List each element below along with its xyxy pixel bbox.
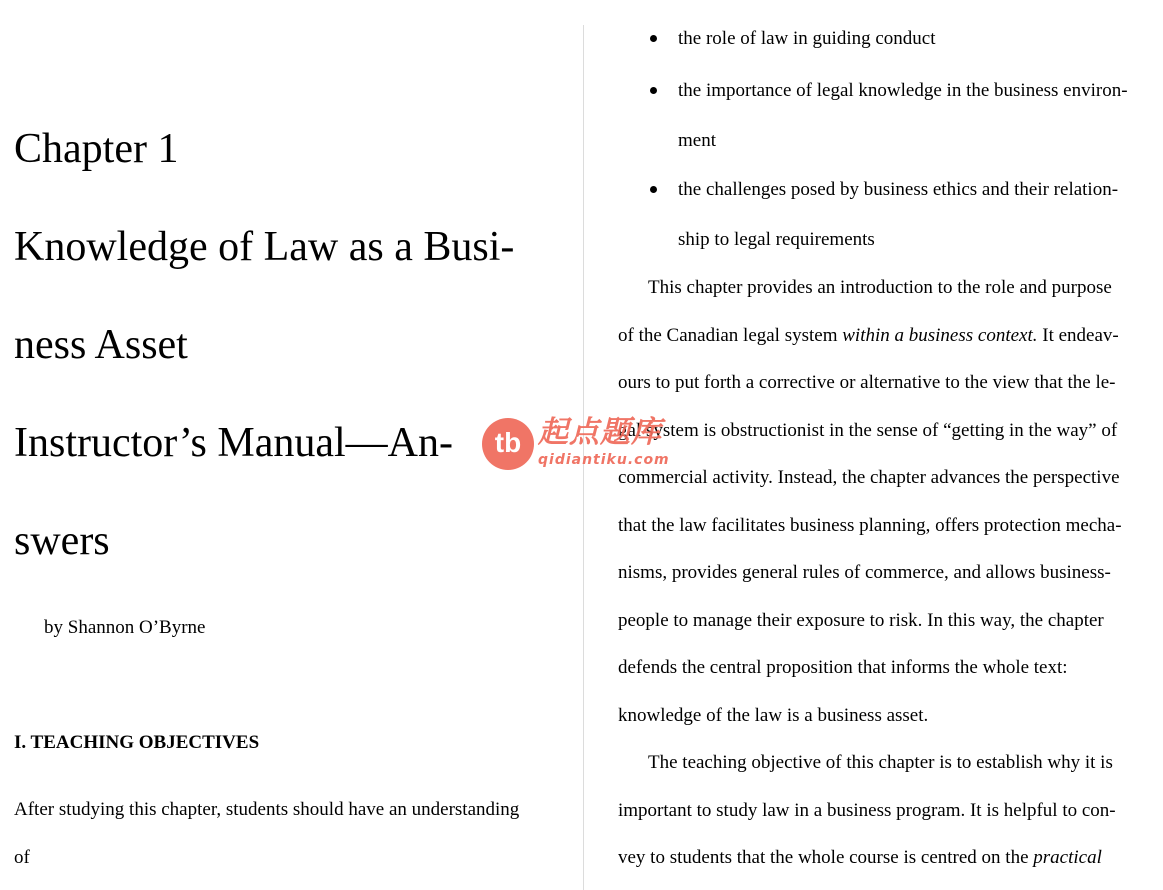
site-watermark bbox=[482, 415, 692, 474]
chapter-subtitle-line-2: swers bbox=[14, 518, 110, 564]
bullet-icon bbox=[650, 87, 657, 94]
paragraph-line bbox=[618, 848, 1102, 867]
paragraph-line: important to study law in a business program. It is helpful to con- bbox=[618, 800, 1116, 821]
paragraph-line: nisms, provides general rules of commerce, and allows business- bbox=[618, 562, 1111, 583]
chapter-title-line-2: ness Asset bbox=[14, 322, 188, 368]
text-run: It endeav- bbox=[1037, 325, 1119, 346]
paragraph-line: gal system is obstructionist in the sense of “getting in the way” of bbox=[618, 420, 1118, 441]
intro-line: After studying this chapter, students should have an understanding bbox=[14, 799, 520, 820]
paragraph-line: ours to put forth a corrective or alternative to the view that the le- bbox=[618, 372, 1116, 393]
watermark-domain: qidiantiku.com bbox=[538, 452, 670, 468]
text-run: vey to students that the whole course is centred on the bbox=[618, 847, 1034, 868]
watermark-name: 起点题库 bbox=[538, 415, 662, 450]
paragraph-line: people to manage their exposure to risk. In this way, the chapter bbox=[618, 610, 1104, 631]
section-heading: I. TEACHING OBJECTIVES bbox=[14, 732, 260, 753]
emphasis-text: within a business context. bbox=[842, 325, 1038, 346]
author-byline: by Shannon O’Byrne bbox=[44, 617, 206, 638]
bullet-item: the challenges posed by business ethics and their relation- bbox=[678, 179, 1119, 200]
paragraph-line: knowledge of the law is a business asset. bbox=[618, 705, 929, 726]
chapter-title-line-1: Knowledge of Law as a Busi- bbox=[14, 224, 515, 270]
bullet-icon bbox=[650, 35, 657, 42]
bullet-item: the importance of legal knowledge in the business environ- bbox=[678, 80, 1128, 101]
emphasis-text: practical bbox=[1033, 847, 1102, 868]
chapter-subtitle-line-1: Instructor’s Manual—An- bbox=[14, 420, 453, 466]
paragraph-line: This chapter provides an introduction to the role and purpose bbox=[648, 277, 1112, 298]
paragraph-line: commercial activity. Instead, the chapter advances the perspective bbox=[618, 467, 1120, 488]
watermark-logo-icon: tb bbox=[482, 418, 534, 470]
bullet-item: the role of law in guiding conduct bbox=[678, 28, 936, 49]
paragraph-line bbox=[618, 326, 1119, 345]
bullet-icon bbox=[650, 186, 657, 193]
text-run: of the Canadian legal system bbox=[618, 325, 843, 346]
bullet-item-continued: ship to legal requirements bbox=[678, 229, 875, 250]
intro-line: of bbox=[14, 847, 30, 868]
paragraph-line: defends the central proposition that informs the whole text: bbox=[618, 657, 1068, 678]
bullet-item-continued: ment bbox=[678, 130, 716, 151]
paragraph-line: that the law facilitates business planning, offers protection mecha- bbox=[618, 515, 1122, 536]
chapter-number: Chapter 1 bbox=[14, 126, 179, 172]
paragraph-line: The teaching objective of this chapter is to establish why it is bbox=[648, 752, 1113, 773]
